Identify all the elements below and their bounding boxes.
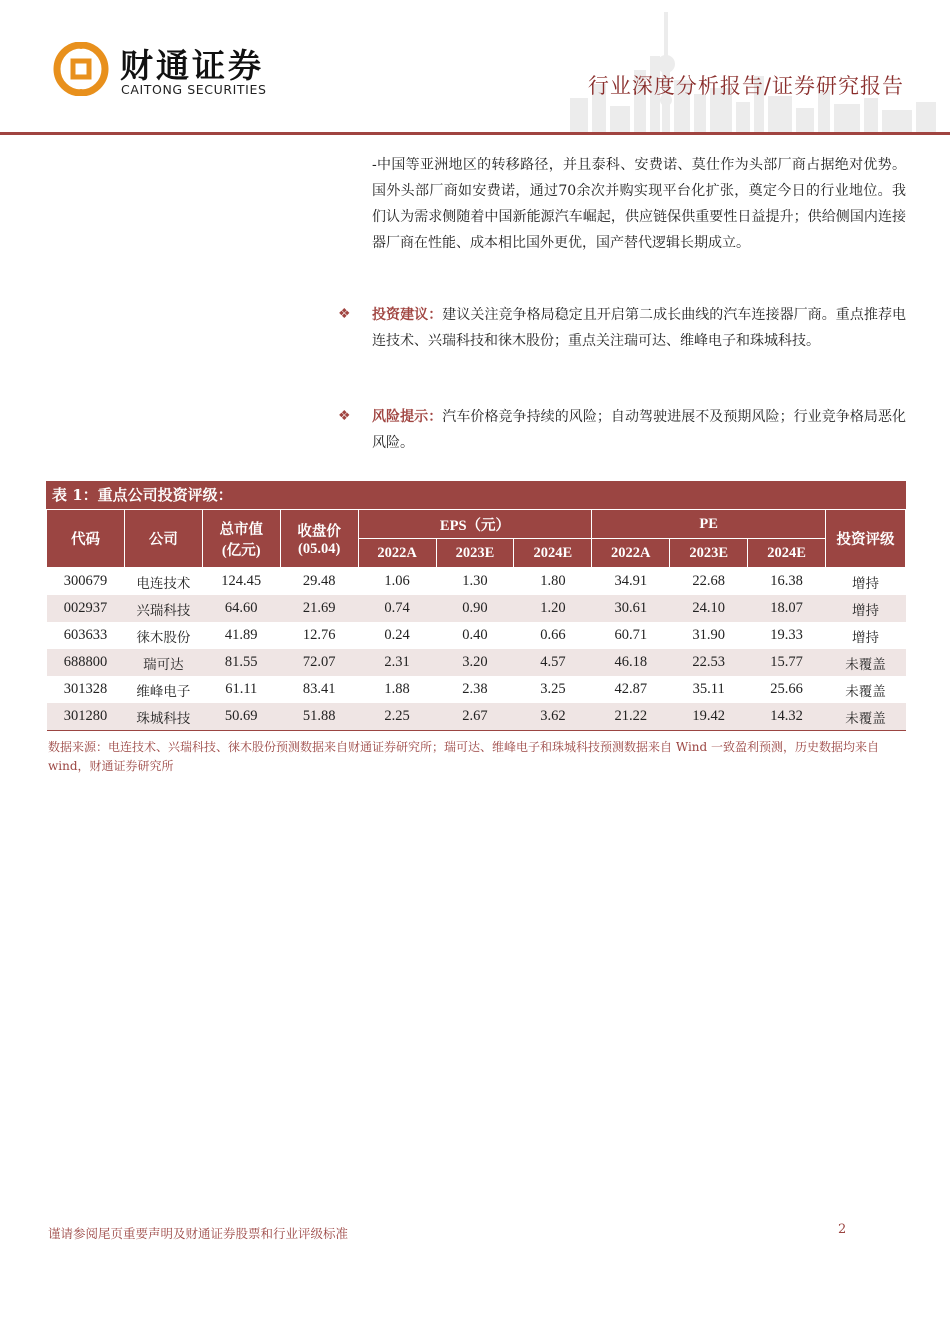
caitong-logo-icon [52,42,110,96]
report-header [0,0,950,135]
cell-code: 002937 [47,595,125,622]
cell-market-cap: 81.55 [202,649,280,676]
header-market-cap-line1: 总市值 [219,521,263,538]
cell-pe: 35.11 [692,681,725,697]
table-row [47,622,906,649]
cell-pe: 19.42 [670,703,748,731]
cell-pe: 22.53 [670,649,748,676]
header-rating: 投资评级 [826,510,906,568]
investment-advice-lead: 投资建议： [372,307,443,323]
risk-warning-paragraph [372,404,906,456]
header-close-line2: (05.04) [298,540,341,557]
cell-pe: 31.90 [692,627,725,643]
table-row [47,676,906,703]
footer-disclaimer: 谨请参阅尾页重要声明及财通证券股票和行业评级标准 [48,1226,349,1241]
cell-rating: 未覆盖 [826,649,906,676]
cell-pe: 21.22 [592,703,670,731]
header-pe: PE [592,510,826,539]
cell-close-price: 72.07 [280,649,358,676]
cell-pe: 30.61 [592,595,670,622]
header-market-cap [202,510,280,568]
page-number: 2 [838,1222,847,1237]
cell-pe: 25.66 [770,681,803,697]
cell-pe: 24.10 [670,595,748,622]
cell-eps: 0.74 [358,595,436,622]
cell-company: 珠城科技 [124,703,202,731]
cell-code: 688800 [47,649,125,676]
cell-eps: 1.20 [514,595,592,622]
cell-eps: 3.25 [540,681,566,697]
data-source-note: 数据来源：电连技术、兴瑞科技、徕木股份预测数据来自财通证券研究所；瑞可达、维峰电子和珠城科技预测数据来自 Wind 一致盈利预测，历史数据均来自 wind，财通证券研究所 [48,740,880,773]
header-eps-year: 2023E [436,539,514,568]
header-eps: EPS（元） [358,510,592,539]
cell-eps: 0.40 [462,627,488,643]
table-row [47,649,906,676]
cell-eps: 0.90 [436,595,514,622]
cell-code: 300679 [63,573,108,589]
cell-eps: 2.31 [358,649,436,676]
report-type-label: 行业深度分析报告/证券研究报告 [587,74,904,98]
investment-advice-text: 建议关注竞争格局稳定且开启第二成长曲线的汽车连接器厂商。重点推荐电连技术、兴瑞科技和徕木股份；重点关注瑞可达、维峰电子和珠城科技。 [372,307,907,349]
cell-close-price: 83.41 [302,681,336,697]
cell-pe: 42.87 [614,681,648,697]
cell-code: 301328 [63,681,108,697]
cell-pe: 34.91 [614,573,648,589]
cell-pe: 18.07 [748,595,826,622]
cell-eps: 2.38 [462,681,488,697]
cell-pe: 46.18 [592,649,670,676]
cell-rating: 增持 [852,575,880,592]
cell-market-cap: 124.45 [221,573,262,589]
cell-company: 电连技术 [136,575,191,592]
risk-warning-lead: 风险提示： [372,409,443,425]
table-row [47,568,906,596]
header-eps-year: 2024E [514,539,592,568]
cell-company: 兴瑞科技 [124,595,202,622]
cell-close-price: 29.48 [302,573,336,589]
cell-rating: 未覆盖 [826,703,906,731]
header-eps-year: 2022A [358,539,436,568]
brand-name-cn: 财通证券 [120,46,264,85]
header-code: 代码 [47,510,125,568]
cell-company: 维峰电子 [136,683,191,700]
header-pe-year: 2024E [748,539,826,568]
cell-market-cap: 64.60 [202,595,280,622]
rating-table [46,509,906,731]
risk-warning-text: 汽车价格竞争持续的风险；自动驾驶进展不及预期风险；行业竞争格局恶化风险。 [372,409,907,451]
table-row [47,595,906,622]
cell-company: 徕木股份 [136,629,191,646]
cell-eps: 4.57 [514,649,592,676]
cell-market-cap: 50.69 [202,703,280,731]
cell-pe: 60.71 [614,627,648,643]
cell-close-price: 51.88 [280,703,358,731]
header-market-cap-line2: (亿元) [221,542,261,559]
cell-code: 301280 [47,703,125,731]
cell-eps: 2.67 [436,703,514,731]
cell-eps: 1.80 [540,573,566,589]
cell-close-price: 21.69 [280,595,358,622]
header-pe-year: 2022A [592,539,670,568]
brand-name-en: CAITONG SECURITIES [121,82,267,97]
cell-company: 瑞可达 [124,649,202,676]
cell-eps: 0.24 [384,627,410,643]
cell-pe: 22.68 [692,573,725,589]
header-divider [0,132,950,135]
table-row [47,703,906,731]
cell-eps: 1.06 [384,573,410,589]
cell-eps: 0.66 [540,627,566,643]
cell-eps: 3.20 [436,649,514,676]
header-company: 公司 [124,510,202,568]
header-pe-year: 2023E [670,539,748,568]
cell-rating: 增持 [826,595,906,622]
cell-pe: 15.77 [748,649,826,676]
cell-eps: 1.88 [384,681,410,697]
cell-pe: 14.32 [748,703,826,731]
cell-market-cap: 61.11 [225,681,258,697]
cell-rating: 未覆盖 [845,683,886,700]
table-title: 表 1：重点公司投资评级： [46,481,906,509]
cell-pe: 19.33 [770,627,803,643]
cell-eps: 2.25 [358,703,436,731]
cell-code: 603633 [63,627,108,643]
investment-advice-paragraph [372,302,906,354]
diamond-bullet-icon: ❖ [338,408,351,424]
header-close-price [280,510,358,568]
diamond-bullet-icon: ❖ [338,306,351,322]
cell-eps: 3.62 [514,703,592,731]
cell-close-price: 12.76 [302,627,336,643]
intro-paragraph: -中国等亚洲地区的转移路径，并且泰科、安费诺、莫仕作为头部厂商占据绝对优势。国外头部厂商如安费诺，通过70余次并购实现平台化扩张，奠定今日的行业地位。我们认为需求侧随着中国新能源汽车崛起，供应链保供重要性日益提升；供给侧国内连接器厂商在性能、成本相比国外更优，国产替代逻辑长期成立。 [372,157,906,251]
header-close-line1: 收盘价 [297,523,341,540]
cell-market-cap: 41.89 [224,627,258,643]
cell-rating: 增持 [852,629,880,646]
cell-pe: 16.38 [770,573,803,589]
cell-eps: 1.30 [462,573,488,589]
